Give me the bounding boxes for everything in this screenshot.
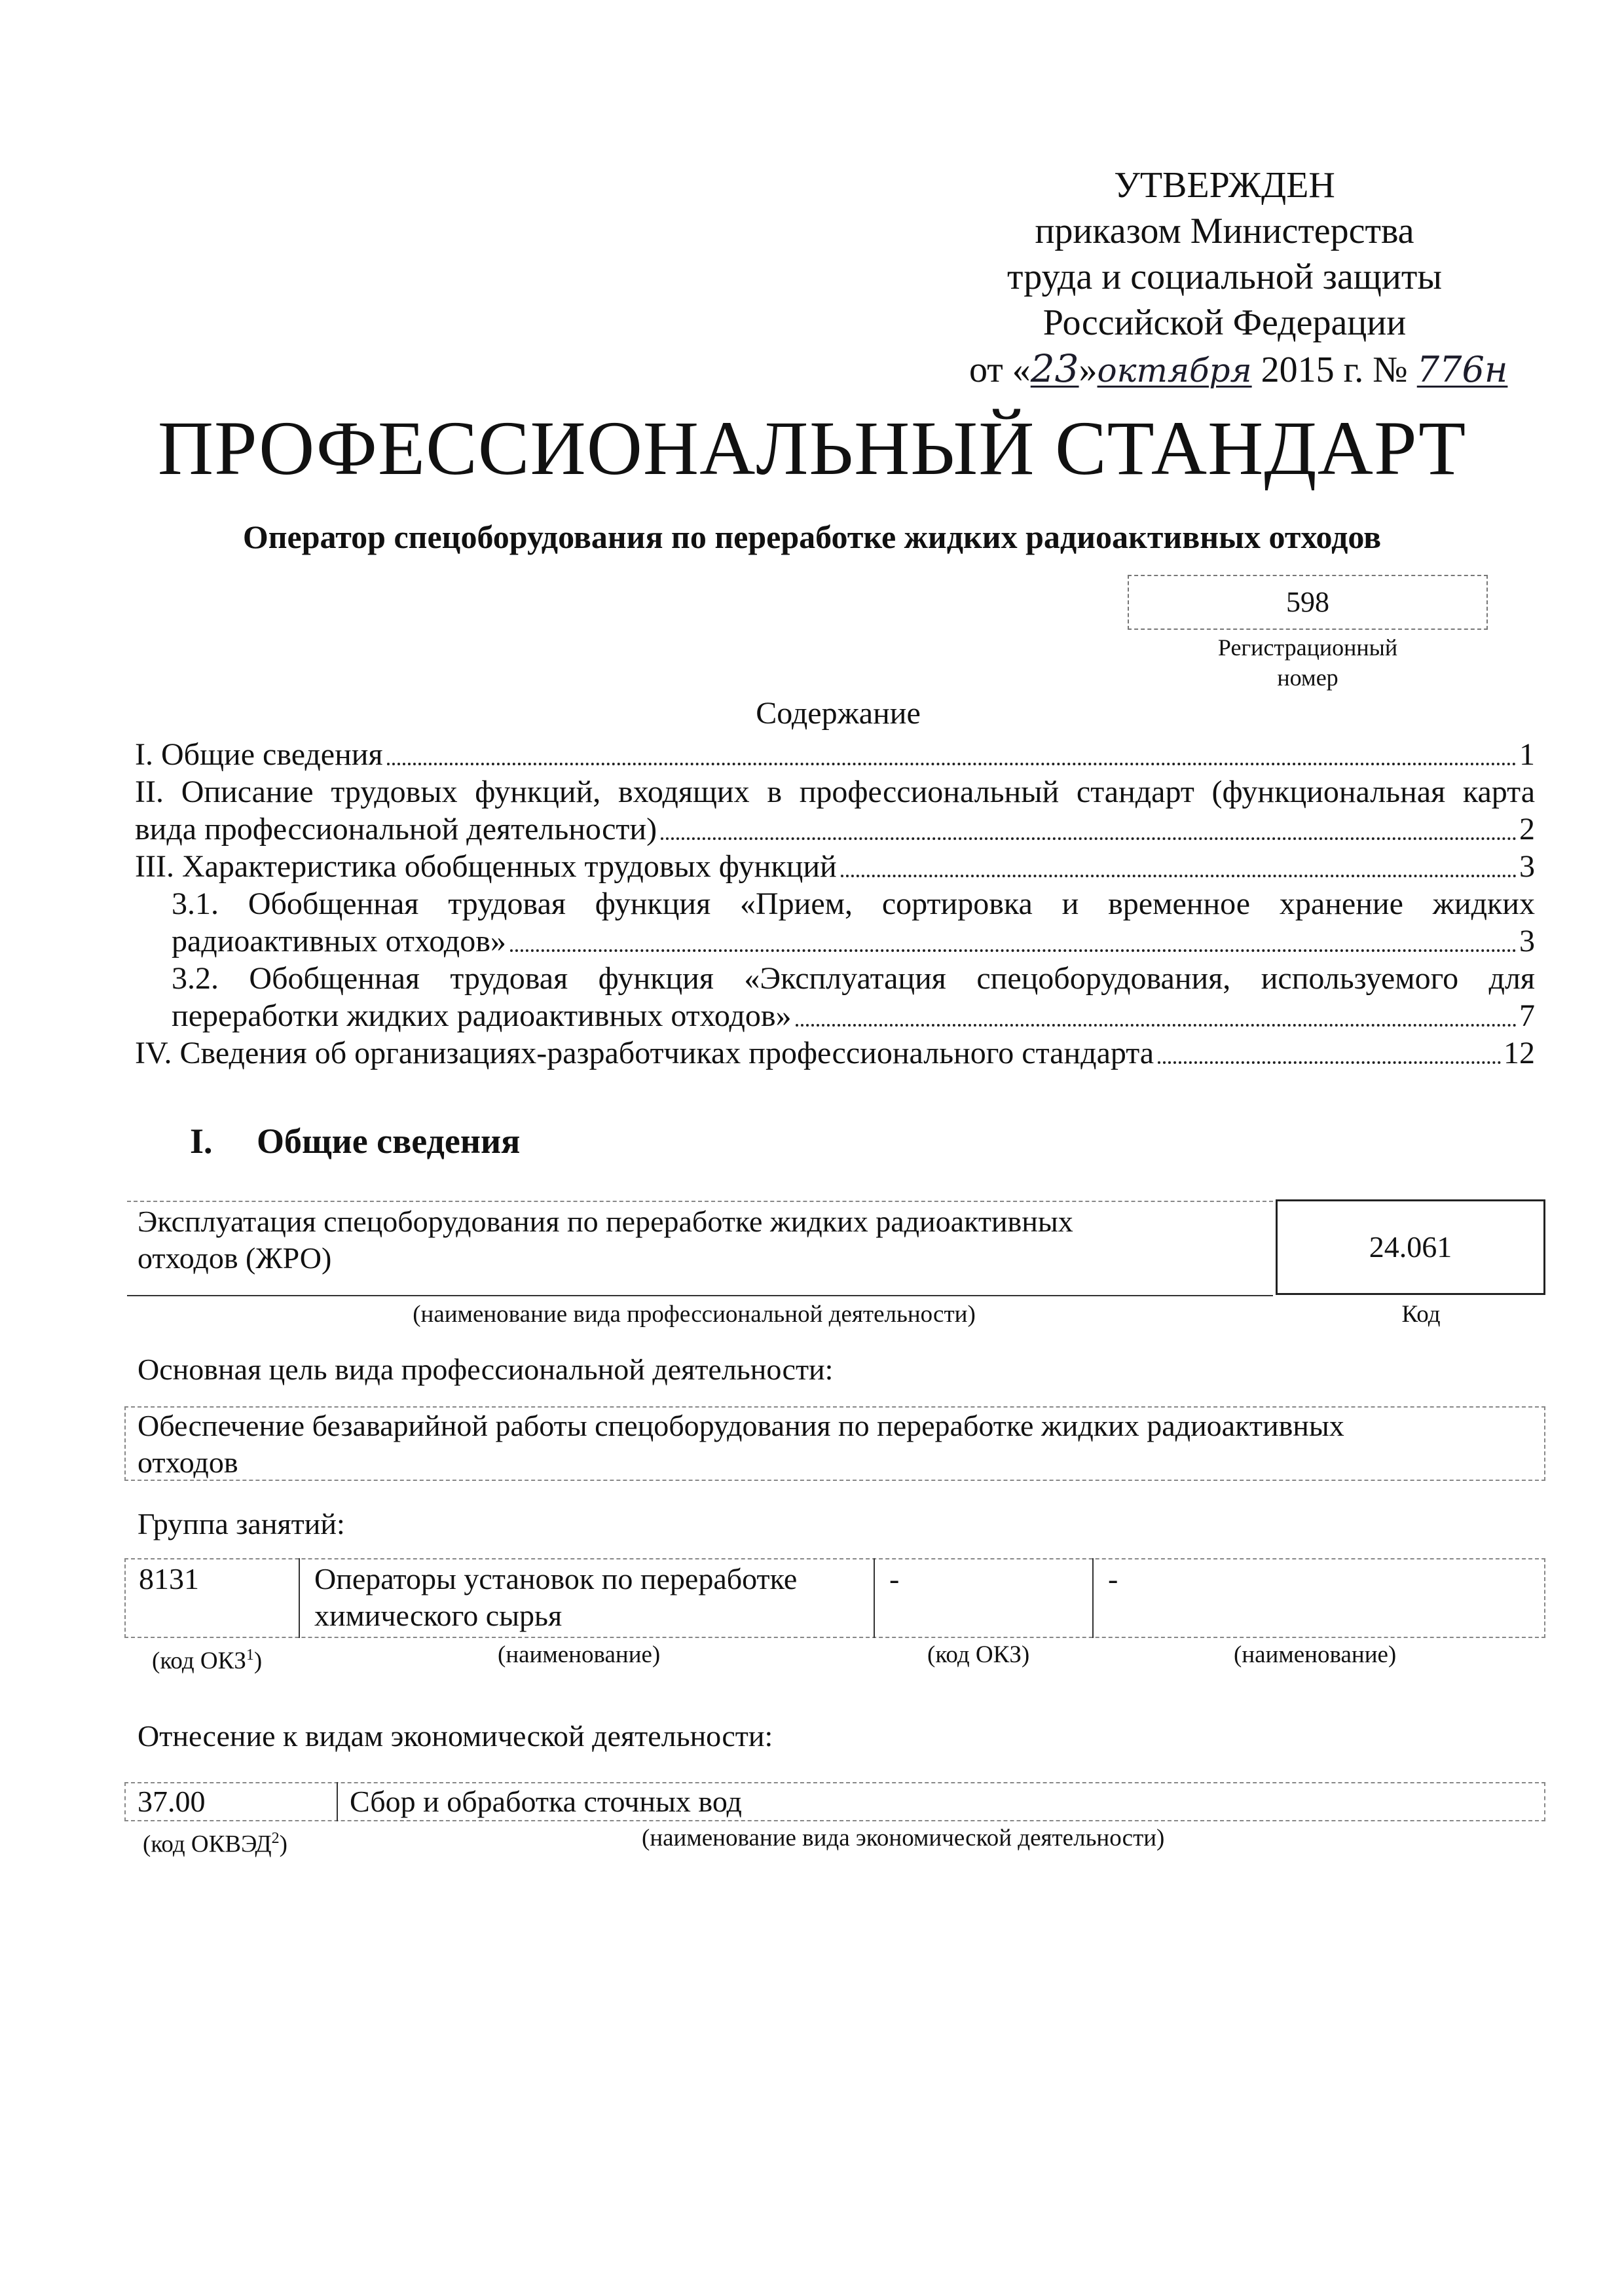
table-of-contents [135, 736, 1535, 1072]
group-label: Группа занятий: [138, 1507, 345, 1540]
registration-caption-line2: номер [1277, 665, 1338, 691]
registration-number-box: 598 [1128, 575, 1488, 630]
group-name-2: - [1108, 1562, 1118, 1595]
footnote-1-marker: 1 [246, 1647, 254, 1664]
approval-line-ministry: приказом Министерства [1035, 211, 1414, 251]
section-1-title: Общие сведения [257, 1121, 521, 1161]
toc-item-4-line1: 3.1. Обобщенная трудовая функция «Прием, сортировка и временное хранение жидких [172, 886, 1535, 921]
toc-item-1-page: 1 [1519, 737, 1535, 772]
caption-code-okved: (код ОКВЭД$^2$) [143, 1830, 287, 1858]
document-title: ПРОФЕССИОНАЛЬНЫЙ СТАНДАРТ [157, 405, 1467, 491]
divider [874, 1558, 875, 1638]
econ-label: Отнесение к видам экономической деятельности: [138, 1719, 773, 1753]
toc-item-6-page: 12 [1504, 1036, 1535, 1070]
toc-item-2-page: 2 [1519, 812, 1535, 847]
caption-code-okz-2: (код ОКЗ) [927, 1641, 1030, 1668]
toc-item-6[interactable] [135, 1034, 1535, 1072]
toc-item-3-text: III. Характеристика обобщенных трудовых функций [135, 849, 837, 884]
handwritten-month: октября [1097, 352, 1252, 390]
registration-caption-line1: Регистрационный [1217, 634, 1398, 661]
goal-text [138, 1408, 1539, 1481]
goal-text-line2: отходов [138, 1446, 238, 1479]
toc-item-2-line1: II. Описание трудовых функций, входящих в профессиональный стандарт (функциональная карта [135, 774, 1535, 809]
approval-line-labor: труда и социальной защиты [1007, 257, 1442, 297]
group-name-1 [314, 1561, 864, 1634]
section-1-heading [190, 1120, 520, 1163]
toc-leader [510, 949, 1517, 952]
goal-text-line1: Обеспечение безаварийной работы спецоборудования по переработке жидких радиоактивных [138, 1409, 1344, 1442]
approval-line-federation: Российской Федерации [1043, 302, 1407, 343]
econ-name: Сбор и обработка сточных вод [350, 1785, 742, 1818]
date-year: 2015 г. № [1261, 350, 1408, 390]
divider [337, 1782, 338, 1821]
toc-item-5[interactable] [135, 960, 1535, 1034]
goal-label: Основная цель вида профессиональной деятельности: [138, 1353, 834, 1386]
handwritten-day: 23 [1030, 346, 1079, 391]
date-mid: » [1079, 350, 1098, 390]
divider [127, 1201, 1273, 1202]
activity-code-box: 24.061 [1276, 1199, 1545, 1295]
activity-name-line1: Эксплуатация спецоборудования по переработке жидких радиоактивных [138, 1205, 1073, 1238]
toc-item-5-page: 7 [1519, 998, 1535, 1033]
footnote-2-marker: 2 [271, 1830, 280, 1847]
activity-name-line2: отходов (ЖРО) [138, 1241, 332, 1275]
toc-item-4-line2: радиоактивных отходов» [172, 924, 506, 958]
approval-date-line [969, 346, 1508, 393]
handwritten-order-number: 776н [1416, 349, 1508, 390]
group-name-1-line2: химического сырья [314, 1599, 563, 1632]
toc-leader [841, 875, 1517, 877]
group-code-2: - [889, 1562, 900, 1595]
toc-leader [661, 837, 1517, 840]
section-1-number: I. [190, 1121, 213, 1161]
caption-name-2: (наименование) [1234, 1641, 1397, 1668]
caption-econ-name: (наименование вида экономической деятельности) [642, 1825, 1165, 1851]
activity-name [138, 1203, 1270, 1277]
toc-item-5-line1: 3.2. Обобщенная трудовая функция «Эксплуатация спецоборудования, используемого для [172, 961, 1535, 996]
activity-caption: (наименование вида профессиональной деятельности) [413, 1301, 976, 1328]
toc-leader [796, 1024, 1517, 1027]
approval-heading: УТВЕРЖДЕН [1114, 165, 1335, 206]
registration-caption [1128, 632, 1488, 693]
date-prefix: от « [969, 350, 1031, 390]
toc-heading: Содержание [756, 696, 921, 731]
divider [127, 1295, 1273, 1296]
divider [299, 1558, 300, 1638]
toc-item-3-page: 3 [1519, 849, 1535, 884]
toc-item-3[interactable] [135, 848, 1535, 885]
toc-item-4-page: 3 [1519, 924, 1535, 958]
toc-item-6-text: IV. Сведения об организациях-разработчиках профессионального стандарта [135, 1036, 1154, 1070]
group-code-1: 8131 [139, 1562, 199, 1595]
toc-item-1-text: I. Общие сведения [135, 737, 383, 772]
caption-name-1: (наименование) [498, 1641, 661, 1668]
caption-code-okved-text: (код ОКВЭД [143, 1831, 272, 1858]
caption-code-okz-text: (код ОКЗ [152, 1647, 246, 1675]
code-caption: Код [1401, 1301, 1441, 1328]
standard-name: Оператор спецоборудования по переработке жидких радиоактивных отходов [242, 519, 1382, 555]
toc-item-2-line2: вида профессиональной деятельности) [135, 812, 657, 847]
toc-item-5-line2: переработки жидких радиоактивных отходов» [172, 998, 792, 1033]
toc-item-1[interactable] [135, 736, 1535, 773]
caption-code-okz: (код ОКЗ$^1$) [152, 1647, 263, 1675]
econ-code: 37.00 [138, 1785, 206, 1818]
group-name-1-line1: Операторы установок по переработке [314, 1562, 798, 1595]
toc-item-4[interactable] [135, 885, 1535, 960]
divider [1092, 1558, 1094, 1638]
approval-block [969, 162, 1508, 393]
toc-leader [387, 763, 1517, 765]
toc-leader [1158, 1061, 1501, 1064]
toc-item-2[interactable] [135, 773, 1535, 848]
